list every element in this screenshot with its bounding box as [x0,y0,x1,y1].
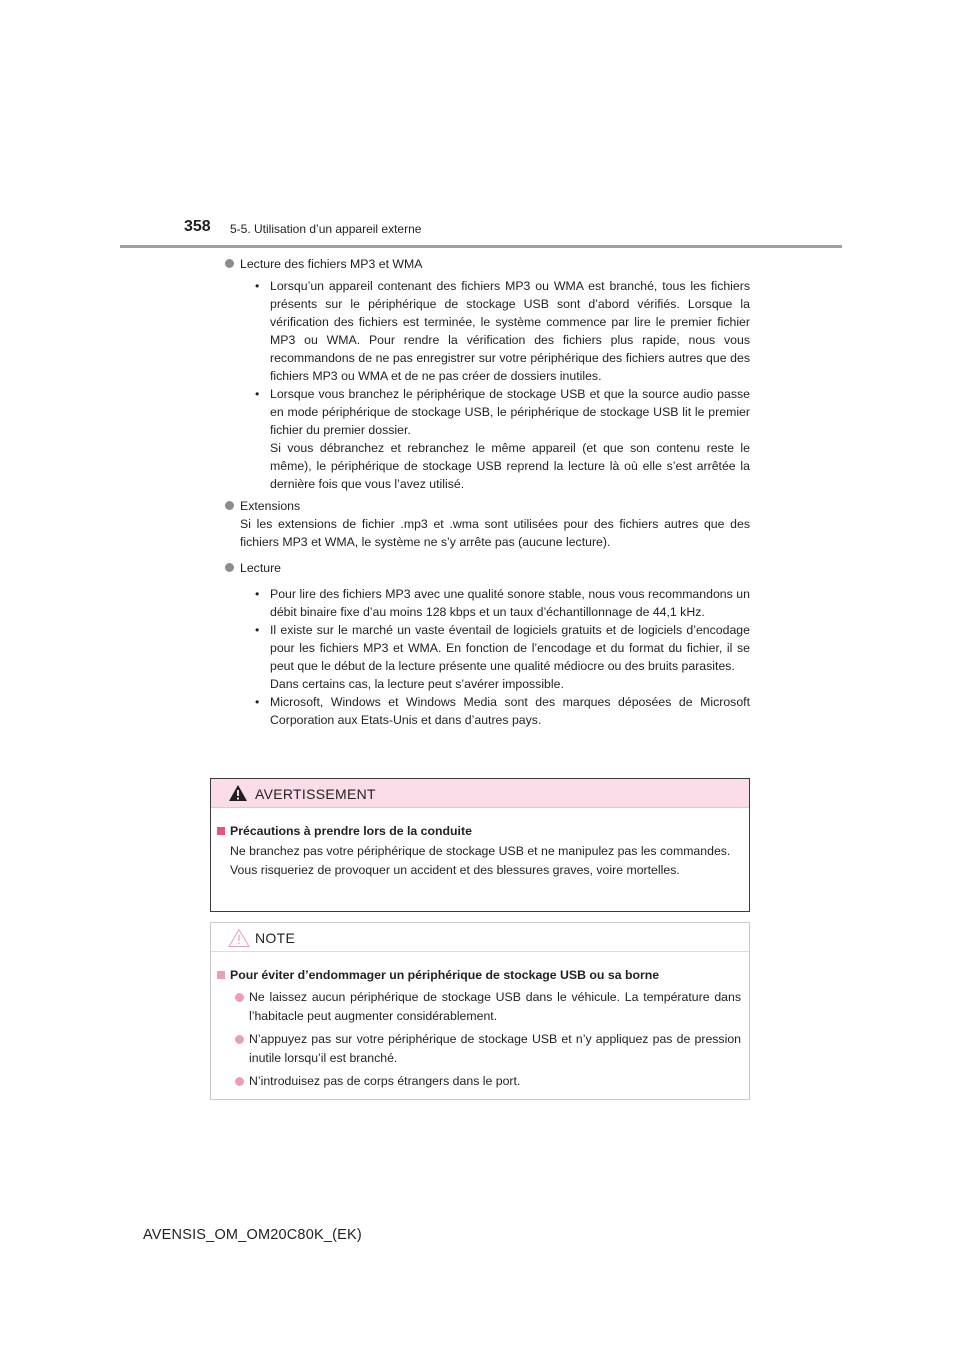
topic-text: Si les extensions de fichier .mp3 et .wma sont utilisées pour des fichiers autres que des fichiers MP3 et WMA, le système ne s’y arrête pas (aucune lecture). [240,517,750,549]
warning-box [210,778,750,912]
topic-heading: Lecture des fichiers MP3 et WMA [240,257,423,271]
bullet-mark: • [255,279,260,293]
header-rule [120,245,842,248]
note-body [211,952,749,1091]
warning-header [211,779,749,808]
bullet-dot-icon [225,259,234,268]
page-number: 358 [184,218,211,235]
list-item [217,1072,741,1091]
list-item [217,1030,741,1068]
bullet-mark: • [255,587,260,601]
warning-title: AVERTISSEMENT [255,786,376,802]
bullet-mark: • [255,387,260,401]
warning-text: Ne branchez pas votre périphérique de stockage USB et ne manipulez pas les commandes. [230,844,731,858]
list-item [240,585,750,621]
bullet-text-extra: Si vous débranchez et rebranchez le même appareil (et que son contenu reste le même), le périphérique de stockage USB reprend la lecture là où elle s’est arrêtée la dernière fois que vous l’avez utilisé. [270,441,750,491]
bullet-dot-icon [235,1035,244,1044]
square-bullet-icon [217,971,225,979]
topic-heading: Extensions [240,499,301,513]
topic-extensions [224,497,750,551]
note-header [211,923,749,952]
list-item [240,385,750,493]
bullet-text: Pour lire des fichiers MP3 avec une qualité sonore stable, nous vous recommandons un débit binaire fixe d’au moins 128 kbps et un taux d’échantillonnage de 44,1 kHz. [270,587,750,619]
bullet-text: Lorsque vous branchez le périphérique de stockage USB et que la source audio passe en mode périphérique de stockage USB, le périphérique de stockage USB lit le premier fichier du premier dossier. [270,387,750,437]
note-item-text: N’appuyez pas sur votre périphérique de stockage USB et n’y appliquez pas de pression inutile lorsqu’il est branché. [249,1032,741,1065]
note-heading [217,966,741,985]
bullet-text: Lorsqu’un appareil contenant des fichiers MP3 ou WMA est branché, tous les fichiers présents sur le périphérique de stockage USB sont d’abord vérifiés. Lorsque la vérification des fichiers est terminée, le système commence par lire le premier fichier MP3 ou WMA. Pour rendre la vérification des fichiers plus rapide, nous vous recommandons de ne pas enregistrer sur votre périphérique des fichiers autres que des fichiers MP3 ou WMA et de ne pas créer de dossiers inutiles. [270,279,750,383]
bullet-dot-icon [235,1077,244,1086]
warning-body [211,808,749,880]
warning-triangle-icon [228,784,248,807]
bullet-list [240,277,750,493]
bullet-dot-icon [235,993,244,1002]
square-bullet-icon [217,827,225,835]
bullet-dot-icon [225,563,234,572]
bullet-text: Il existe sur le marché un vaste éventail de logiciels gratuits et de logiciels d’encodage pour les fichiers MP3 et WMA. En fonction de l’encodage et du format du fichier, il se peut que le début de la lecture présente une qualité médiocre ou des bruits parasites. [270,623,750,673]
bullet-mark: • [255,695,260,709]
list-item [240,277,750,385]
bullet-dot-icon [225,501,234,510]
note-box [210,922,750,1100]
bullet-list [240,585,750,729]
list-item [240,693,750,729]
note-heading-text: Pour éviter d’endommager un périphérique de stockage USB ou sa borne [230,968,660,982]
list-item [240,621,750,693]
warning-text: Vous risqueriez de provoquer un accident et des blessures graves, voire mortelles. [230,863,680,877]
caution-triangle-outline-icon [228,928,250,953]
topic-playback [224,559,750,729]
main-content [224,255,750,729]
note-title: NOTE [255,930,296,946]
warning-heading [217,822,741,841]
section-title: 5-5. Utilisation d’un appareil externe [230,222,422,236]
topic-mp3-wma [224,255,750,493]
bullet-mark: • [255,623,260,637]
note-item-text: Ne laissez aucun périphérique de stockage USB dans le véhicule. La température dans l’habitacle peut augmenter considérablement. [249,990,741,1023]
document-code: AVENSIS_OM_OM20C80K_(EK) [143,1227,362,1243]
bullet-text: Microsoft, Windows et Windows Media sont des marques déposées de Microsoft Corporation aux Etats-Unis et dans d’autres pays. [270,695,750,727]
note-item-text: N’introduisez pas de corps étrangers dans le port. [249,1074,521,1088]
list-item [217,988,741,1026]
warning-heading-text: Précautions à prendre lors de la conduite [230,824,472,838]
topic-heading: Lecture [240,561,282,575]
bullet-text-extra: Dans certains cas, la lecture peut s’avérer impossible. [270,677,564,691]
